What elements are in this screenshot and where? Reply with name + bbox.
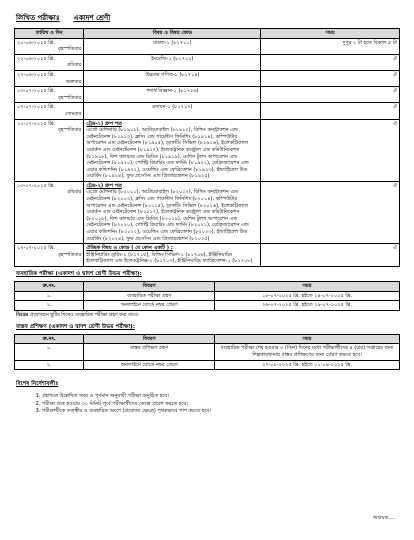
note-label: বিঃদ্রঃ (16, 312, 29, 318)
list-item: 2. পরীক্ষা শুরু হওয়ার ৩০ মিনিট পূর্বে পরীক্ষার্থীদের কেন্দ্রে প্রবেশ করতে হবে। (42, 401, 400, 409)
col-description: বিবরণ (84, 334, 215, 344)
table-row (15, 103, 400, 119)
row-time: ঐ (261, 244, 400, 267)
row-serial: ১. (15, 344, 84, 360)
row-day: বৃহস্পতিবার (57, 251, 82, 258)
row-serial: ২. (15, 360, 84, 370)
table-row (15, 87, 400, 103)
row-subject: উচ্চতর গণিত-১ (৮১৭১৪) (84, 70, 261, 86)
row-day: সোমবার (64, 110, 82, 117)
row-subject: পদার্থ বিজ্ঞান-১ (৮১৭১৬) (84, 87, 261, 103)
table-row (15, 181, 400, 243)
row-time: ২৬-০৭-২০২৫ খ্রি. হইতে ২৯-০৭-২০২৫ খ্রি. (215, 301, 400, 311)
row-subject: বাংলা-১ (৮১৭১১) (84, 38, 261, 54)
col-serial: ক্র.নং. (15, 334, 84, 344)
col-date: তারিখ ও দিন (15, 29, 84, 39)
row-time: ব্যবহারিক পরীক্ষা শেষ হওয়ার ৩ (তিন) দিনের মধ্যে পরীক্ষার্থীদের ৪ (চার) সপ্তাহের জন্য শিল্পকারখানায় বাস্তব প্রশিক্ষণের জন্য প্রেরণ করতে হবে। (215, 344, 400, 360)
row-time: ঐ (261, 181, 400, 243)
instructions-heading: বিশেষ নির্দেশাবলীঃ (16, 381, 59, 388)
row-time: ২৭-০৮-২০২৫ খ্রি. হইতে ০১-০৯-২০২৫ খ্রি. (215, 360, 400, 370)
row-day: বৃহস্পতিবার (57, 46, 82, 53)
row-date: ১৭-০৭-২০২৫ খ্রি. (17, 245, 55, 252)
written-exam-title: লিখিত পরীক্ষাঃ (16, 14, 60, 22)
col-time: সময় (215, 282, 400, 292)
row-group-title: ট্রেড-২) গ্রুপ পত্র (86, 182, 122, 189)
col-time: সময় (215, 334, 400, 344)
row-day: রবিবার (67, 62, 82, 69)
table-row (15, 119, 400, 181)
class-title: একাদশ শ্রেণী (73, 14, 111, 22)
practical-table (14, 281, 400, 311)
row-date: ২০-০৬-২০২৫ খ্রি. (17, 39, 55, 46)
row-time: ১৮-০৭-২০২৫ খ্রি. হইতে ২৪-০৭-২০২৫ খ্রি. (215, 291, 400, 301)
row-subject: রসায়ন-১ (৮১৭১৭) (84, 103, 261, 119)
instructions-list (14, 393, 400, 416)
col-time: সময় (261, 29, 400, 39)
table-row (15, 344, 400, 360)
row-day: শুক্রবার (65, 78, 82, 85)
table-row (15, 291, 400, 301)
row-serial: ২. (15, 301, 84, 311)
table-row (15, 54, 400, 70)
col-subject: বিষয় ও বিষয় কোড (84, 29, 261, 39)
training-heading: বাস্তব প্রশিক্ষণ (একাদশ ও দ্বাদশ শ্রেণী উভয় পরীক্ষা): (16, 323, 135, 330)
practical-note (16, 312, 400, 320)
row-subject: এগ্রো মেশিনারি (৮২০১১), অটোমোবাইল (৮২০১২), বিল্ডিং কনস্ট্রাকশন এন্ড মেইনটেনেন্স (৮২০১৩), ক্লদিং এন্ড গার্মেন্টস ফিনিশিং (৮২০১৪), কম্পিউটার অপারেশন এন্ড মেইনটেনেন্স (৮২০১৫), ড্রাফটিং সিভিল (৮২০১৬), ইলেকট্রিক্যাল ওয়ার্কস এন্ড মেইনটেনেন্স (৮২০১৭), ইলেকট্রনিক কন্ট্রোল এন্ড কমিউনিকেশন (৮২০১৮), ফিশ কালচার এন্ড ব্রিডিং (৮২০১৯), মেশিন টুলস অপারেশন এন্ড মেইনটেনেন্স (৮২০২০), পোল্ট্রি রিয়ারিং এন্ড ফার্মিং (৮২০২১), রেফ্রিজারেশন এন্ড এয়ার কন্ডিশনিং (৮২০২২), ওয়েল্ডিং এন্ড ফেব্রিকেশন (৮২০২৩), ইন্ডাস্ট্রিয়াল উড ওয়ার্কিং (৮২০২৪), ফুড প্রসেসিং এন্ড প্রিজারভেশন (৮২০২৫) (86, 189, 249, 242)
written-exam-table (14, 28, 400, 267)
list-item: 1. প্রশ্নপত্রে উল্লেখিত সময় ও পূর্ণমান অনুযায়ী পরীক্ষা অনুষ্ঠিত হবে। (42, 393, 400, 401)
table-header-row (15, 334, 400, 344)
row-subject: ইঞ্জিনিয়ারিং ড্রয়িং-১ (৮১৭১৫), বিল্ডিং সিভিল-১ (৮১৭০৬), ইঞ্জিনিয়ারিং ইলেকট্রিক্যাল এন্ড ইলেকট্রনিক্স-১ (৮১৭০৭), ইঞ্জিনিয়ারিং ফ্যাব্রিকেশন-১ (৮১৭০৮) (86, 251, 253, 265)
practical-heading: ব্যবহারিক পরীক্ষা (একাদশ ও দ্বাদশ শ্রেণী উভয় পরীক্ষা): (16, 271, 142, 277)
row-description: অনলাইনে বোর্ডে নম্বর প্রেরণ (84, 360, 215, 370)
page-title (16, 12, 400, 24)
row-description: অনলাইনে বোর্ডে নম্বর প্রেরণ (84, 301, 215, 311)
row-date: ০৩-০৭-২০২৫ খ্রি. (17, 88, 55, 95)
row-time: ঐ (261, 87, 400, 103)
training-table (14, 334, 400, 370)
row-subject: ইংরেজি-১ (৮১৭১২) (84, 54, 261, 70)
table-header-row (15, 29, 400, 39)
row-description: বাস্তব প্রশিক্ষণ গ্রহণ (84, 344, 215, 360)
row-group-title: ঐচ্ছিক বিষয় ও কোড ( যে কোন একটি ) : (86, 245, 173, 252)
row-day: বৃহস্পতিবার (57, 94, 82, 101)
col-description: বিবরণ (84, 282, 215, 292)
row-time: দুপুর ২ টা হতে বিকাল ৫ টা (261, 38, 400, 54)
note-text: প্রয়োজনে ছুটির দিনেও ব্যবহারিক পরীক্ষা গ্রহণ করা যাবে। (29, 312, 139, 318)
table-row (15, 301, 400, 311)
continued-note: অবায়ক..... (373, 515, 396, 521)
row-time: ঐ (261, 70, 400, 86)
table-row (15, 244, 400, 267)
row-date: ০৭-০৭-২০২৫ খ্রি. (17, 104, 55, 111)
row-time: ঐ (261, 119, 400, 181)
table-row (15, 38, 400, 54)
row-date: ২৭-০৬-২০২৫ খ্রি. (17, 71, 55, 78)
row-date: ১৩-০৭-২০২৫ খ্রি. (17, 182, 55, 189)
row-day: বৃহস্পতিবার (57, 127, 82, 134)
col-serial: ক্র.নং. (15, 282, 84, 292)
table-header-row (15, 282, 400, 292)
row-date: ২২-০৬-২০২৫ খ্রি. (17, 55, 55, 62)
table-row (15, 70, 400, 86)
row-time: ঐ (261, 54, 400, 70)
table-row (15, 360, 400, 370)
row-description: ব্যবহারিক পরীক্ষা গ্রহণ (84, 291, 215, 301)
row-subject: এগ্রো মেশিনারি (৮১৯১১), অটোমোবাইল (৮১৯১২), বিল্ডিং কনস্ট্রাকশন এন্ড মেইনটেনেন্স (৮১৯১৩), ক্লদিং এন্ড গার্মেন্টস ফিনিশিং (৮১৯১৪), কম্পিউটার অপারেশন এন্ড মেইনটেনেন্স (৮১৯১৫), ড্রাফটিং সিভিল (৮১৯১৬), ইলেকট্রিক্যাল ওয়ার্কস এন্ড মেইনটেনেন্স (৮১৯১৭), ইলেকট্রনিক কন্ট্রোল এন্ড কমিউনিকেশন (৮১৯১৮), ফিশ কালচার এন্ড ব্রিডিং (৮১৯১৯), মেশিন টুলস অপারেশন এন্ড মেইনটেনেন্স (৮১৯২০), পোল্ট্রি রিয়ারিং এন্ড ফার্মিং (৮১৯২১), রেফ্রিজারেশন এন্ড এয়ার কন্ডিশনিং (৮১৯২২), ওয়েল্ডিং এন্ড ফেব্রিকেশন (৮১৯২৩), ইন্ডাস্ট্রিয়াল উড ওয়ার্কিং (৮১৯২৪), ফুড প্রসেসিং এন্ড প্রিজারভেশন (৮১৯২৫) (86, 127, 249, 180)
list-item: 3. পরীক্ষার্থীকে তত্ত্বীয় ও ব্যবহারিক অংশে (প্রযোজ্য ক্ষেত্রে) পৃথকভাবে পাশ করতে হবে। (42, 408, 400, 416)
row-day: রবিবার (67, 189, 82, 196)
row-date: ১০-০৭-২০২৫ খ্রি. (17, 120, 55, 127)
row-time: ঐ (261, 103, 400, 119)
row-serial: ১. (15, 291, 84, 301)
row-group-title: ট্রেড-১) গ্রুপ পত্র (86, 120, 122, 127)
